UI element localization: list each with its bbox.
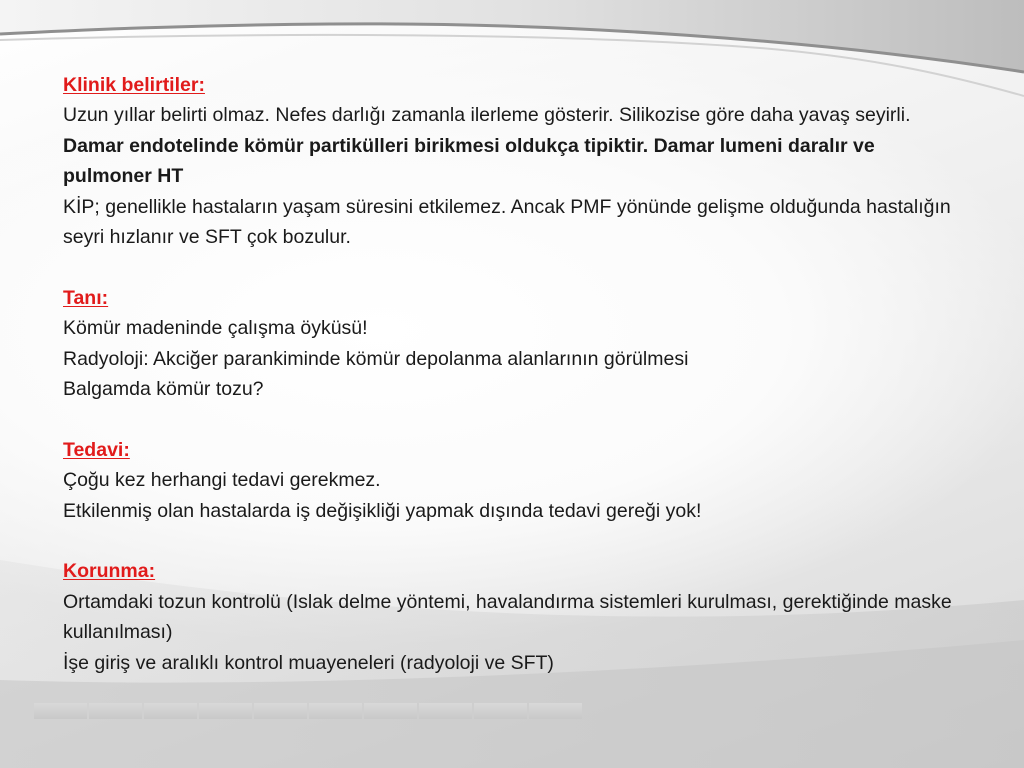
strip-block <box>474 703 527 719</box>
heading-korunma: Korunma: <box>63 560 156 583</box>
strip-block <box>309 703 362 719</box>
spacer <box>63 526 963 556</box>
tedavi-item: Etkilenmiş olan hastalarda iş değişikliği yapmak dışında tedavi gereği yok! <box>63 499 702 522</box>
klinik-text-2: KİP; genellikle hastaların yaşam süresini etkilemez. Ancak PMF yönünde gelişme olduğunda hastalığın seyri hızlanır ve SFT çok bozulur. <box>63 195 951 249</box>
strip-block <box>419 703 472 719</box>
tani-item: Radyoloji: Akciğer parankiminde kömür depolanma alanlarının görülmesi <box>63 347 689 370</box>
strip-block <box>199 703 252 719</box>
strip-block <box>529 703 582 719</box>
tani-item: Balgamda kömür tozu? <box>63 378 264 401</box>
strip-block <box>89 703 142 719</box>
spacer <box>63 252 963 282</box>
heading-tedavi: Tedavi: <box>63 438 130 461</box>
strip-block <box>144 703 197 719</box>
klinik-text-1: Uzun yıllar belirti olmaz. Nefes darlığı zamanla ilerleme gösterir. Silikozise göre daha yavaş seyirli. <box>63 104 911 127</box>
tani-item: Kömür madeninde çalışma öyküsü! <box>63 317 368 340</box>
heading-tani: Tanı: <box>63 286 109 309</box>
strip-block <box>34 703 87 719</box>
spacer <box>63 404 963 434</box>
strip-block <box>364 703 417 719</box>
klinik-bold-text: Damar endotelinde kömür partikülleri birikmesi oldukça tipiktir. Damar lumeni daralır ve pulmoner HT <box>63 134 875 188</box>
heading-klinik: Klinik belirtiler: <box>63 74 205 96</box>
tedavi-item: Çoğu kez herhangi tedavi gerekmez. <box>63 469 381 492</box>
slide-content <box>63 70 963 678</box>
korunma-item: Ortamdaki tozun kontrolü (Islak delme yöntemi, havalandırma sistemleri kurulması, gerektiğinde maske kullanılması) <box>63 590 952 644</box>
strip-block <box>254 703 307 719</box>
decorative-strip <box>34 703 582 719</box>
korunma-item: İşe giriş ve aralıklı kontrol muayeneleri (radyoloji ve SFT) <box>63 651 554 674</box>
